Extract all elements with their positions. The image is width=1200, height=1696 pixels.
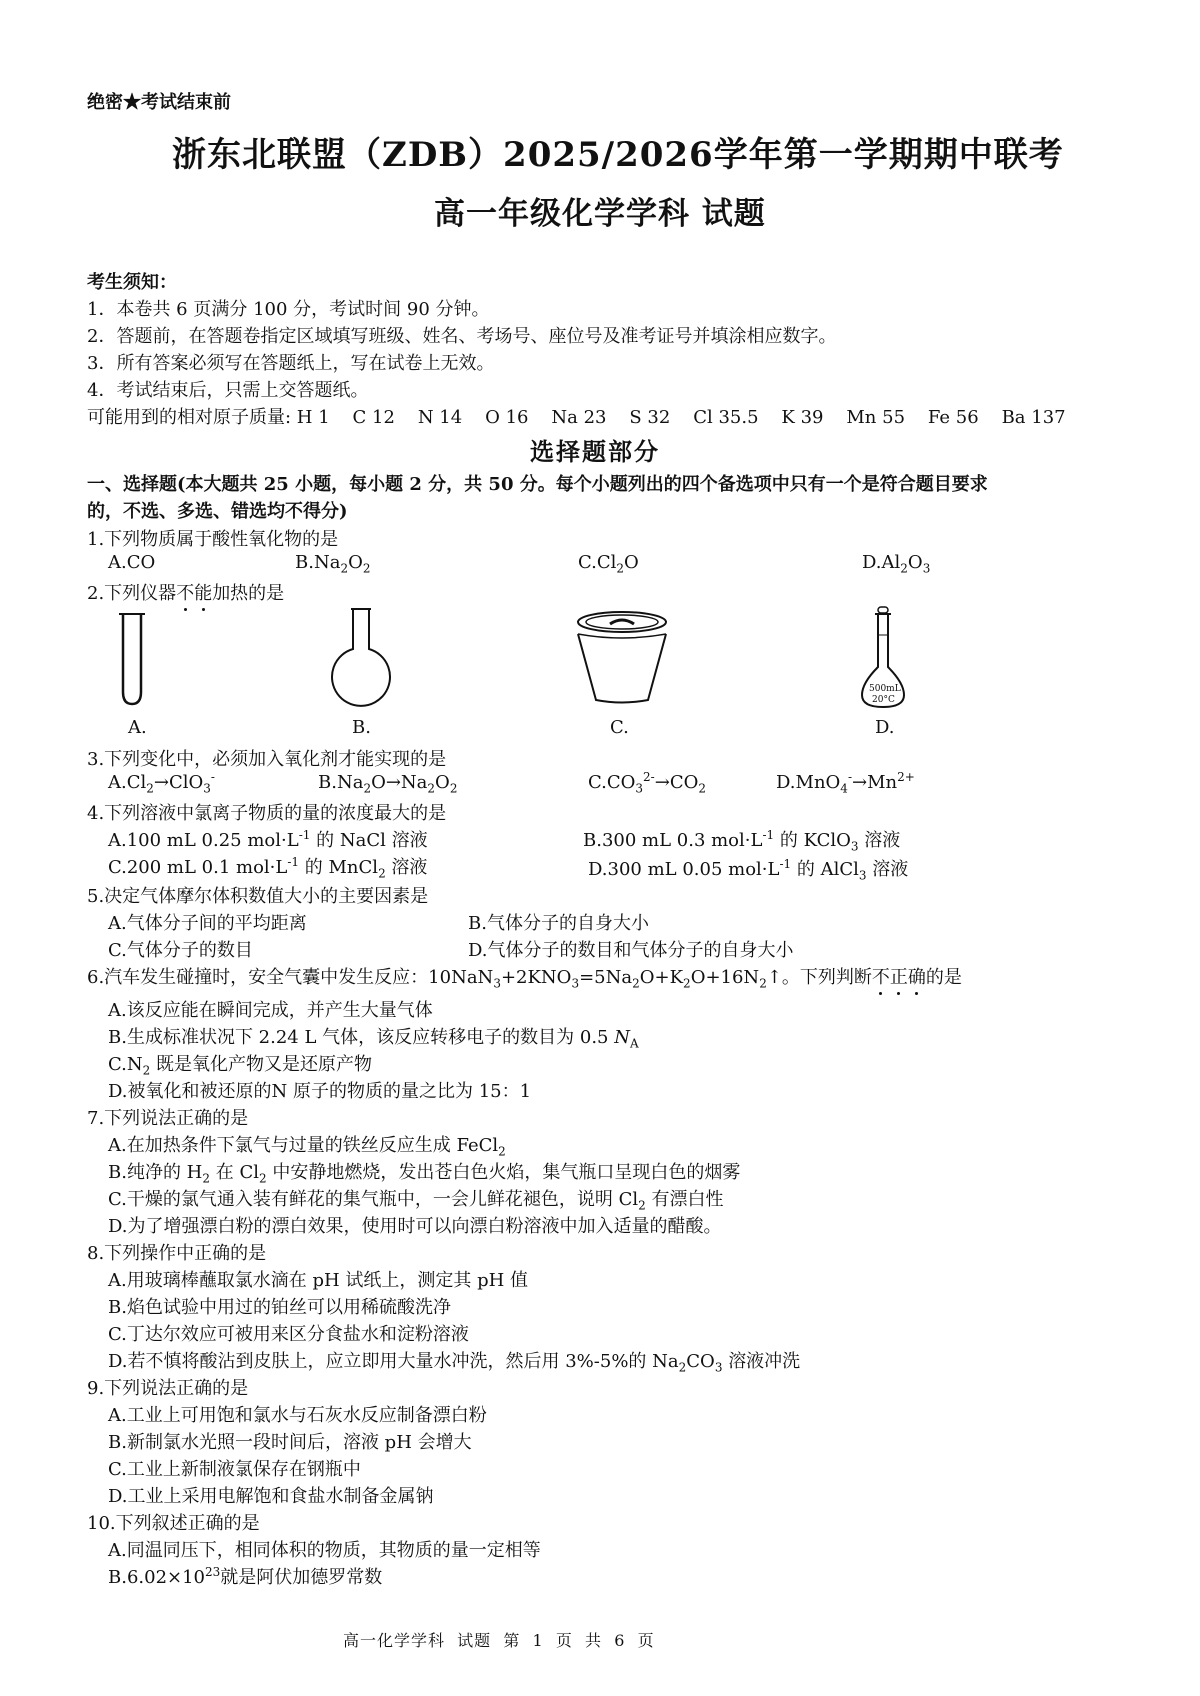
flask-volume-label: 500mL: [869, 684, 901, 694]
question-3-option-b: $B.Na_2O\to Na_2O_2$: [318, 772, 458, 796]
question-4-option-b: B.300 mL 0.3 $mol\cdot L^{-1}$ 的 KClO$_3$ 溶液: [583, 828, 901, 854]
question-1-option-a: A.CO: [108, 552, 156, 573]
question-9-option-d: D.工业上采用电解饱和食盐水制备金属钠: [108, 1486, 434, 1507]
question-7-stem: 7.下列说法正确的是: [87, 1108, 249, 1129]
question-9-option-b: B.新制氯水光照一段时间后，溶液 pH 会增大: [108, 1432, 472, 1453]
notice-heading: 考生须知：: [87, 272, 177, 293]
question-10-stem: 10.下列叙述正确的是: [87, 1513, 260, 1534]
question-8-option-a: A.用玻璃棒蘸取氯水滴在 pH 试纸上，测定其 pH 值: [108, 1270, 529, 1291]
question-7-option-c: C.干燥的氯气通入装有鲜花的集气瓶中，一会儿鲜花褪色，说明 $Cl_2$ 有漂白性: [108, 1189, 724, 1213]
question-4-option-d: D.300 mL 0.05 $mol\cdot L^{-1}$ 的 AlCl$_3$ 溶液: [588, 857, 909, 883]
question-7-option-d: D.为了增强漂白粉的漂白效果，使用时可以向漂白粉溶液中加入适量的醋酸。: [108, 1216, 722, 1237]
question-7-option-b: B.纯净的 $H_2$ 在 $Cl_2$ 中安静地燃烧，发出苍白色火焰，集气瓶口呈现白色的烟雾: [108, 1162, 741, 1186]
notice-item: 2．答题前，在答题卷指定区域填写班级、姓名、考场号、座位号及准考证号并填涂相应数字。: [87, 326, 837, 347]
question-6-stem: 6.汽车发生碰撞时，安全气囊中发生反应：$10NaN_3+2KNO_3=5Na_2O+K_2O+16N_2↑$。下列判断不正确的是: [87, 967, 962, 991]
flask-temp-label: 20°C: [872, 695, 895, 705]
question-9-option-a: A.工业上可用饱和氯水与石灰水反应制备漂白粉: [108, 1405, 487, 1426]
question-5-option-d: D.气体分子的数目和气体分子的自身大小: [468, 940, 794, 961]
section-instruction-cont: 的，不选、多选、错选均不得分): [87, 501, 348, 522]
notice-item: 1．本卷共 6 页满分 100 分，考试时间 90 分钟。: [87, 299, 490, 320]
question-2-label-c: C.: [610, 717, 629, 738]
question-7-option-a: A.在加热条件下氯气与过量的铁丝反应生成 FeCl$_2$: [108, 1135, 506, 1159]
exam-title: 浙东北联盟（ZDB）2025/2026学年第一学期期中联考: [172, 135, 1064, 175]
question-5-option-c: C.气体分子的数目: [108, 940, 253, 961]
question-9-stem: 9.下列说法正确的是: [87, 1378, 249, 1399]
question-5-stem: 5.决定气体摩尔体积数值大小的主要因素是: [87, 886, 429, 907]
test-tube-icon: [112, 610, 152, 708]
question-1-option-d: $D.Al_2O_3$: [862, 552, 931, 576]
question-10-option-a: A.同温同压下，相同体积的物质，其物质的量一定相等: [108, 1540, 541, 1561]
question-6-option-b: B.生成标准状况下 2.24 L 气体，该反应转移电子的数目为 0.5 $N_A$: [108, 1027, 639, 1051]
question-2-label-d: D.: [875, 717, 895, 738]
question-8-option-c: C.丁达尔效应可被用来区分食盐水和淀粉溶液: [108, 1324, 469, 1345]
question-2-label-a: A.: [128, 717, 147, 738]
round-bottom-flask-icon: [328, 605, 394, 709]
question-4-option-c: C.200 mL 0.1 $mol\cdot L^{-1}$ 的 MnCl$_2$ 溶液: [108, 855, 428, 881]
section-title: 选择题部分: [530, 437, 660, 466]
question-6-option-d: D.被氧化和被还原的N 原子的物质的量之比为 15：1: [108, 1081, 532, 1102]
question-1-option-c: $C.Cl_2O$: [578, 552, 639, 576]
secret-mark: 绝密★考试结束前: [87, 92, 231, 113]
question-3-stem: 3.下列变化中，必须加入氧化剂才能实现的是: [87, 749, 447, 770]
notice-item: 4．考试结束后，只需上交答题纸。: [87, 380, 369, 401]
question-4-option-a: A.100 mL 0.25 $mol\cdot L^{-1}$ 的 NaCl 溶液: [108, 828, 428, 851]
question-10-option-b: $B.6.02\times 10^{23}$就是阿伏加德罗常数: [108, 1565, 383, 1588]
section-instruction: 一、选择题(本大题共 25 小题，每小题 2 分，共 50 分。每个小题列出的四个备选项中只有一个是符合题目要求: [87, 474, 988, 495]
crucible-icon: [570, 608, 674, 708]
notice-item: 3．所有答案必须写在答题纸上，写在试卷上无效。: [87, 353, 495, 374]
question-4-stem: 4.下列溶液中氯离子物质的量的浓度最大的是: [87, 803, 447, 824]
question-8-option-d: D.若不慎将酸沾到皮肤上，应立即用大量水冲洗，然后用 3%-5%的 $Na_2CO_3$ 溶液冲洗: [108, 1351, 801, 1375]
question-6-option-a: A.该反应能在瞬间完成，并产生大量气体: [108, 1000, 433, 1021]
question-3-option-d: $D.MnO_4^-\to Mn^{2+}$: [776, 770, 915, 796]
question-1-stem: 1.下列物质属于酸性氧化物的是: [87, 529, 339, 550]
question-2-label-b: B.: [352, 717, 371, 738]
question-1-option-b: $B.Na_2O_2$: [295, 552, 371, 576]
question-2-stem: 2.下列仪器不能加热的是: [87, 583, 285, 604]
question-8-option-b: B.焰色试验中用过的铂丝可以用稀硫酸洗净: [108, 1297, 451, 1318]
question-6-option-c: $C.N_2$ 既是氧化产物又是还原产物: [108, 1054, 372, 1078]
atomic-masses: 可能用到的相对原子质量: H 1 C 12 N 14 O 16 Na 23 S 32 Cl 35.5 K 39 Mn 55 Fe 56 Ba 137: [87, 407, 1066, 428]
question-5-option-b: B.气体分子的自身大小: [468, 913, 649, 934]
exam-subtitle: 高一年级化学学科 试题: [434, 196, 766, 232]
question-3-option-a: $A.Cl_2\to ClO_3^-$: [108, 770, 215, 796]
question-9-option-c: C.工业上新制液氯保存在钢瓶中: [108, 1459, 361, 1480]
question-3-option-c: $C.CO_3^{2-}\to CO_2$: [588, 770, 706, 796]
question-8-stem: 8.下列操作中正确的是: [87, 1243, 267, 1264]
question-5-option-a: A.气体分子间的平均距离: [108, 913, 307, 934]
page-footer: 高一化学学科 试题 第 1 页 共 6 页: [343, 1631, 655, 1650]
